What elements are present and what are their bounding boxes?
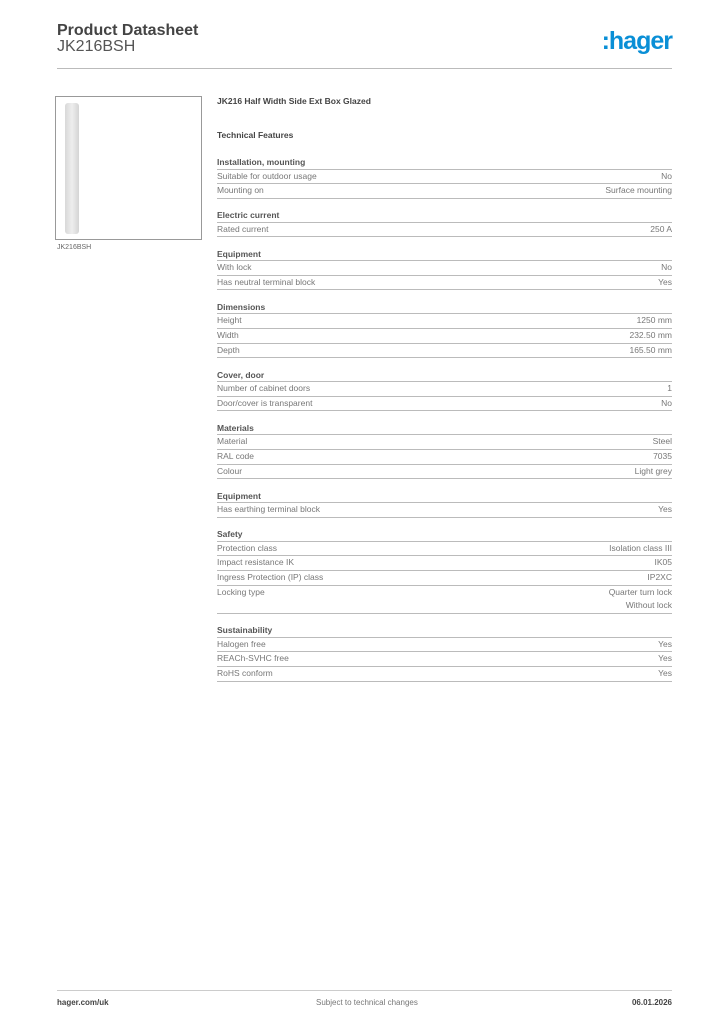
section-title: Equipment bbox=[217, 489, 672, 504]
section-title: Dimensions bbox=[217, 300, 672, 315]
spec-label: Depth bbox=[217, 344, 240, 355]
spec-value: IK05 bbox=[654, 557, 672, 568]
spec-section bbox=[217, 421, 672, 479]
section-title: Materials bbox=[217, 421, 672, 436]
spec-label: Mounting on bbox=[217, 185, 264, 196]
spec-label: Impact resistance IK bbox=[217, 557, 295, 568]
section-title: Sustainability bbox=[217, 623, 672, 638]
spec-value: Yes bbox=[658, 638, 672, 649]
spec-label: Halogen free bbox=[217, 638, 266, 649]
spec-label: Material bbox=[217, 436, 248, 447]
technical-features-heading: Technical Features bbox=[217, 130, 294, 140]
spec-label: REACh-SVHC free bbox=[217, 653, 289, 664]
product-code: JK216BSH bbox=[57, 38, 136, 55]
spec-section bbox=[217, 368, 672, 412]
spec-row bbox=[217, 170, 672, 185]
spec-row bbox=[217, 638, 672, 653]
document-title: Product Datasheet bbox=[57, 22, 199, 39]
spec-row bbox=[217, 276, 672, 291]
spec-row bbox=[217, 450, 672, 465]
spec-row bbox=[217, 586, 672, 614]
spec-label: Width bbox=[217, 330, 239, 341]
spec-label: Number of cabinet doors bbox=[217, 383, 311, 394]
spec-row bbox=[217, 344, 672, 359]
spec-label: Ingress Protection (IP) class bbox=[217, 572, 324, 582]
spec-row bbox=[217, 397, 672, 412]
spec-label: RAL code bbox=[217, 451, 255, 462]
spec-label: Has neutral terminal block bbox=[217, 276, 316, 287]
spec-value: 1250 mm bbox=[636, 315, 672, 326]
spec-value: Yes bbox=[658, 504, 672, 515]
spec-section bbox=[217, 155, 672, 199]
footer-divider bbox=[57, 990, 672, 991]
section-title: Equipment bbox=[217, 247, 672, 262]
spec-label: Door/cover is transparent bbox=[217, 397, 313, 408]
spec-value: 1 bbox=[667, 383, 672, 394]
spec-row bbox=[217, 382, 672, 397]
spec-value: Yes bbox=[658, 276, 672, 287]
spec-value: Light grey bbox=[634, 465, 672, 476]
spec-sections bbox=[217, 155, 672, 682]
section-title: Safety bbox=[217, 527, 672, 542]
spec-label: Protection class bbox=[217, 542, 277, 553]
product-image bbox=[55, 96, 202, 240]
spec-value: Quarter turn lock Without lock bbox=[608, 586, 672, 611]
spec-label: Rated current bbox=[217, 223, 269, 234]
spec-label: Locking type bbox=[217, 586, 265, 597]
spec-label: Suitable for outdoor usage bbox=[217, 170, 317, 181]
spec-row bbox=[217, 184, 672, 199]
spec-row bbox=[217, 329, 672, 344]
spec-section bbox=[217, 300, 672, 358]
spec-value: Surface mounting bbox=[605, 185, 672, 196]
product-name: JK216 Half Width Side Ext Box Glazed bbox=[217, 96, 371, 106]
spec-section bbox=[217, 623, 672, 681]
spec-label: Height bbox=[217, 315, 242, 326]
spec-row bbox=[217, 503, 672, 518]
spec-value: 165.50 mm bbox=[629, 344, 672, 355]
spec-section bbox=[217, 527, 672, 613]
spec-value: No bbox=[661, 397, 672, 408]
spec-row bbox=[217, 652, 672, 667]
header-divider bbox=[57, 68, 672, 69]
spec-value: 7035 bbox=[653, 451, 672, 462]
spec-section bbox=[217, 247, 672, 291]
spec-value: Yes bbox=[658, 653, 672, 664]
footer-notice: Subject to technical changes bbox=[316, 998, 418, 1007]
spec-label: With lock bbox=[217, 262, 252, 273]
spec-label: Has earthing terminal block bbox=[217, 504, 320, 515]
spec-value: Isolation class III bbox=[609, 542, 672, 553]
section-title: Cover, door bbox=[217, 368, 672, 383]
footer-date: 06.01.2026 bbox=[631, 998, 672, 1007]
cabinet-illustration bbox=[65, 103, 79, 234]
spec-row bbox=[217, 667, 672, 682]
spec-row bbox=[217, 435, 672, 450]
spec-content bbox=[217, 96, 672, 691]
image-caption: JK216BSH bbox=[57, 244, 92, 251]
spec-value: No bbox=[661, 262, 672, 273]
footer-website-link[interactable]: hager.com/uk bbox=[57, 998, 109, 1007]
spec-value: Yes bbox=[658, 667, 672, 678]
spec-row bbox=[217, 223, 672, 238]
spec-row bbox=[217, 261, 672, 276]
spec-section bbox=[217, 208, 672, 237]
spec-row bbox=[217, 571, 672, 586]
spec-value: 250 A bbox=[650, 223, 672, 234]
spec-label: Colour bbox=[217, 465, 243, 476]
hager-logo: :hager bbox=[601, 27, 672, 55]
spec-value: IP2XC bbox=[647, 572, 672, 582]
spec-value: Steel bbox=[652, 436, 672, 447]
spec-row bbox=[217, 542, 672, 557]
section-title: Electric current bbox=[217, 208, 672, 223]
spec-label: RoHS conform bbox=[217, 667, 273, 678]
logo-text: hager bbox=[608, 27, 672, 55]
spec-value: 232.50 mm bbox=[629, 330, 672, 341]
spec-row bbox=[217, 556, 672, 571]
spec-row bbox=[217, 314, 672, 329]
spec-value: No bbox=[661, 170, 672, 181]
spec-row bbox=[217, 465, 672, 480]
section-title: Installation, mounting bbox=[217, 155, 672, 170]
spec-section bbox=[217, 489, 672, 518]
